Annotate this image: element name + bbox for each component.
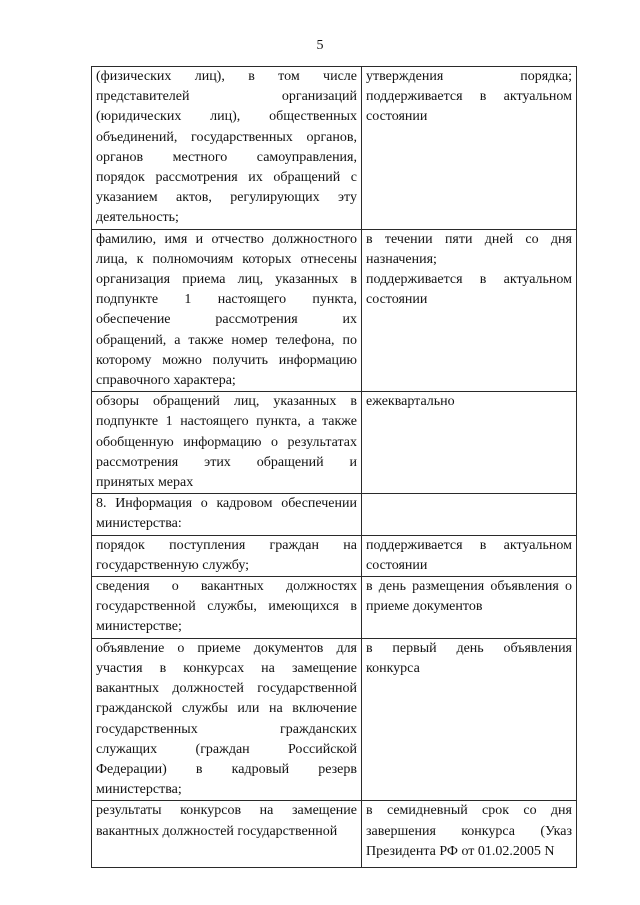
table-cell-description [92,577,362,639]
table-row [92,535,577,576]
cell-text-line: результаты конкурсов на замещение [96,803,357,819]
cell-text-line: служащих (граждан Российской [96,741,357,757]
table-row [92,67,577,230]
cell-text-line: вакантных должностей государственной [96,823,338,839]
cell-text-line: поддерживается в актуальном [366,537,572,553]
cell-text-line: подпункте 1 настоящего пункта, а также [96,414,357,430]
cell-text-line: обеспечение рассмотрения их [96,312,357,328]
cell-text-line: завершения конкурса (Указ [366,823,572,839]
cell-text-line: указанием актов, регулирующих эту [96,190,357,206]
table-row-section-heading [92,494,577,535]
table-cell-timing [362,801,577,868]
cell-text-line: сведения о вакантных должностях [96,579,357,595]
table-cell-description [92,535,362,576]
cell-text-line: (физических лиц), в том числе [96,69,357,84]
table-cell-empty [362,494,577,535]
cell-text-line: представителей организаций [96,89,357,105]
table-cell-description [92,638,362,801]
cell-text-line: конкурса [366,660,420,676]
cell-text-line: в день размещения объявления о [366,579,572,595]
cell-text-line: обзоры обращений лиц, указанных в [96,394,357,410]
table-cell-timing [362,577,577,639]
cell-text-line: в первый день объявления [366,640,572,656]
cell-text-line: министерства; [96,782,182,798]
table-row [92,801,577,868]
cell-text-line: гражданской службы или на включение [96,701,357,717]
cell-text-line: (юридических лиц), общественных [96,109,357,125]
cell-text-line: министерства: [96,516,182,532]
page-number: 5 [316,38,324,53]
cell-text-line: справочного характера; [96,373,236,389]
table-row [92,638,577,801]
cell-text-line: рассмотрения этих обращений и [96,454,357,470]
cell-text-line: государственных гражданских [96,721,357,737]
cell-text-line: приеме документов [366,599,483,615]
cell-text-line: Федерации) в кадровый резерв [96,761,357,777]
cell-text-line: государственной службы, имеющихся в [96,599,357,615]
cell-text-line: состоянии [366,109,428,125]
cell-text-line: объединений, государственных органов, [96,129,357,145]
cell-text-line: назначения; [366,251,437,267]
cell-text-line: органов местного самоуправления, [96,149,357,165]
cell-text-line: министерстве; [96,619,182,635]
cell-text-line: 8. Информация о кадровом обеспечении [96,496,357,512]
table-body [92,67,577,868]
cell-text-line: организация приема лиц, указанных в [96,272,357,288]
table-cell-timing [362,67,577,230]
cell-text-line: состоянии [366,557,428,573]
cell-text-line: ежеквартально [366,394,455,410]
table-row [92,229,577,392]
cell-text-line: в семидневный срок со дня [366,803,572,819]
section-heading-cell [92,494,362,535]
table-row [92,392,577,494]
cell-text-line: утверждения порядка; [366,69,572,84]
table-cell-description [92,392,362,494]
cell-text-line: государственную службу; [96,557,250,573]
cell-text-line: в течении пяти дней со дня [366,231,572,247]
cell-text-line: Президента РФ от 01.02.2005 N [366,843,555,859]
cell-text-line: обобщенную информацию о результатах [96,434,357,450]
table-cell-timing [362,638,577,801]
cell-text-line: порядок рассмотрения их обращений с [96,170,357,186]
cell-text-line: принятых мерах [96,475,194,491]
table-cell-description [92,229,362,392]
table-cell-description [92,801,362,868]
cell-text-line: деятельность; [96,210,179,226]
cell-text-line: порядок поступления граждан на [96,537,357,553]
cell-text-line: поддерживается в актуальном [366,89,572,105]
cell-text-line: лица, к полномочиям которых отнесены [96,251,357,267]
document-table [91,66,577,868]
cell-text-line: участия в конкурсах на замещение [96,660,357,676]
table-cell-description [92,67,362,230]
cell-text-line: подпункте 1 настоящего пункта, [96,292,357,308]
cell-text-line: обращений, а также номер телефона, по [96,332,357,348]
cell-text-line: объявление о приеме документов для [96,640,357,656]
cell-text-line: поддерживается в актуальном [366,272,572,288]
cell-text-line: вакантных должностей государственной [96,681,357,697]
cell-text-line: которому можно получить информацию [96,352,357,368]
cell-text-line: состоянии [366,292,428,308]
table-cell-timing [362,535,577,576]
table-row [92,577,577,639]
table-cell-timing [362,392,577,494]
cell-text-line: фамилию, имя и отчество должностного [96,231,357,247]
table-cell-timing [362,229,577,392]
